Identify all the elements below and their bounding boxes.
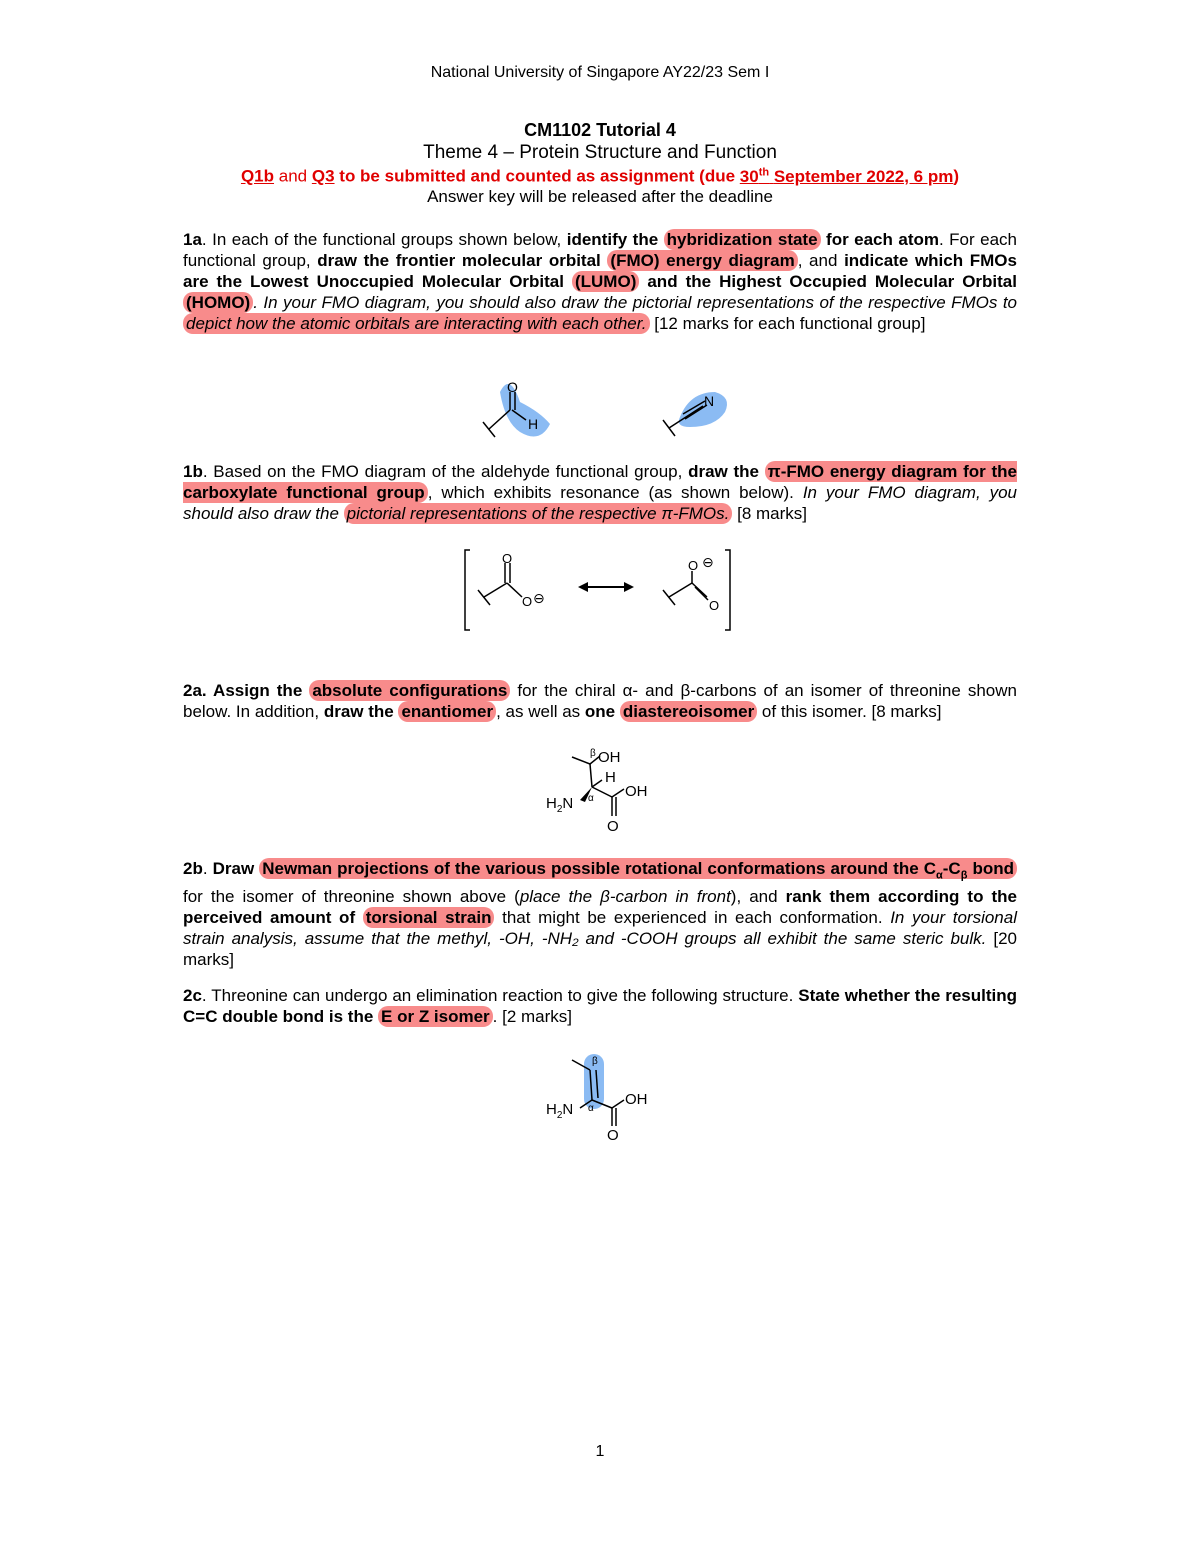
due-notice bbox=[0, 166, 1200, 187]
q2c-number: 2c bbox=[183, 986, 202, 1005]
due-and: and bbox=[278, 166, 308, 186]
q2a-highlight-1: absolute configurations bbox=[309, 680, 510, 701]
q1a-italic-1: . In your FMO diagram, you should also draw the pictorial representations of the respective FMOs to bbox=[253, 293, 1017, 312]
q1a-text-2: . For each functional group, bbox=[183, 230, 1017, 270]
q1a-highlight-4: (HOMO) bbox=[183, 292, 253, 313]
aldehyde-h-label: H bbox=[528, 416, 539, 432]
question-1a bbox=[183, 229, 1017, 334]
q1b-number: 1b bbox=[183, 462, 203, 481]
nitrile-highlight bbox=[679, 392, 727, 427]
threonine-h: H bbox=[605, 769, 616, 786]
product-oh: OH bbox=[625, 1091, 648, 1108]
elimination-product-structure bbox=[540, 1050, 670, 1145]
aldehyde-bond-1 bbox=[489, 410, 510, 429]
q2b-marks: [20 marks] bbox=[183, 929, 1017, 970]
q1a-number: 1a bbox=[183, 230, 202, 249]
threonine-oh-top: OH bbox=[598, 749, 621, 766]
q2c-bold-1: State whether the resulting C=C double bond is the bbox=[183, 986, 1017, 1026]
q1a-bold-1: identify the bbox=[566, 230, 664, 249]
q2b-highlight-2: torsional strain bbox=[363, 907, 495, 928]
q1b-italic-1: In your FMO diagram, you should also draw the bbox=[183, 483, 1018, 523]
q1b-highlight-1: π-FMO energy diagram for the carboxylate functional group bbox=[183, 462, 1017, 502]
q2a-highlight-3: diastereoisomer bbox=[620, 701, 757, 722]
q2c-marks: . [2 marks] bbox=[492, 1007, 573, 1026]
q2b-text-2: for the isomer of threonine shown above ( bbox=[183, 887, 520, 907]
question-2b bbox=[183, 858, 1017, 970]
q2a-bold-2: draw the bbox=[323, 702, 399, 721]
tutorial-title: CM1102 Tutorial 4 bbox=[524, 120, 676, 140]
q2b-italic-1: place the β-carbon in front bbox=[519, 887, 731, 907]
product-alpha-label: α bbox=[588, 1103, 594, 1114]
carboxylate-b-o-top: O bbox=[688, 558, 699, 573]
q1a-bold-2: for each atom bbox=[826, 230, 939, 249]
carboxylate-a-o-top: O bbox=[502, 551, 513, 566]
q2a-marks: of this isomer. [8 marks] bbox=[757, 702, 942, 721]
due-q3: Q3 bbox=[311, 166, 335, 186]
q2a-bold-3: one bbox=[584, 702, 620, 721]
due-day: 30 bbox=[739, 166, 759, 186]
threonine-alpha-label: α bbox=[588, 793, 594, 804]
product-o-carbonyl: O bbox=[607, 1127, 619, 1144]
q1a-text-1: . In each of the functional groups shown below, bbox=[201, 230, 567, 249]
q1a-highlight-2: (FMO) energy diagram bbox=[607, 250, 797, 271]
page-header: National University of Singapore AY22/23 Sem I bbox=[430, 64, 770, 81]
q1a-text-3: , and bbox=[797, 251, 845, 270]
due-date: September 2022, 6 pm bbox=[773, 166, 954, 186]
q1a-marks: [12 marks for each functional group] bbox=[649, 314, 926, 333]
q2b-highlight-1: Newman projections of the various possible rotational conformations around the $C_\alpha-C_\beta$ bond bbox=[259, 858, 1017, 879]
q2b-italic-2: In your torsional strain analysis, assume that the methyl, -OH, -NH₂ and -COOH groups all exhibit the same steric bulk. bbox=[183, 908, 1017, 949]
q2c-text-1: . Threonine can undergo an elimination reaction to give the following structure. bbox=[201, 986, 799, 1005]
page-number: 1 bbox=[595, 1443, 605, 1460]
functional-groups-figure bbox=[470, 372, 740, 444]
due-close: ) bbox=[953, 166, 960, 186]
answer-key-note: Answer key will be released after the deadline bbox=[427, 187, 773, 206]
q1a-bold-3: draw the frontier molecular orbital bbox=[317, 251, 608, 270]
due-text: to be submitted and counted as assignment (due bbox=[339, 166, 736, 186]
theme-subtitle: Theme 4 – Protein Structure and Function bbox=[423, 142, 777, 163]
q1a-bold-5: and the Highest Occupied Molecular Orbital bbox=[639, 272, 1017, 291]
threonine-beta-label: β bbox=[590, 748, 596, 759]
threonine-o-carbonyl: O bbox=[607, 818, 619, 835]
q1a-highlight-1: hybridization state bbox=[664, 229, 821, 250]
q2a-bold-1: . Assign the bbox=[201, 681, 310, 700]
q1b-marks: [8 marks] bbox=[732, 504, 807, 523]
threonine-h2n: $H_2N$ bbox=[546, 795, 574, 815]
question-2c bbox=[183, 985, 1017, 1027]
product-h2n: $H_2N$ bbox=[546, 1101, 574, 1121]
threonine-oh-acid: OH bbox=[625, 783, 648, 800]
q1a-highlight-3: (LUMO) bbox=[572, 271, 639, 292]
q2b-number: 2b bbox=[183, 859, 203, 878]
carboxylate-b-o-right: O bbox=[709, 598, 720, 613]
carboxylate-a-o-right: O bbox=[522, 594, 533, 609]
q1b-bold-1: draw the bbox=[688, 462, 765, 481]
carboxylate-b-charge: ⊖ bbox=[702, 554, 714, 570]
question-1b bbox=[183, 461, 1017, 524]
question-2a bbox=[183, 680, 1017, 722]
q2b-text-3: ), and bbox=[730, 887, 786, 907]
aldehyde-o-label: O bbox=[507, 379, 518, 395]
q1b-text-2: , which exhibits resonance (as shown below). bbox=[427, 483, 803, 502]
q2c-highlight-1: E or Z isomer bbox=[378, 1006, 493, 1027]
due-q1b: Q1b bbox=[240, 166, 275, 186]
q2a-text-2: , as well as bbox=[496, 702, 585, 721]
due-th: th bbox=[758, 166, 770, 178]
threonine-structure bbox=[540, 742, 670, 837]
q2b-text-4: that might be experienced in each conformation. bbox=[494, 908, 891, 928]
q2b-bold-1: Draw bbox=[212, 859, 260, 878]
q2b-bold-2: rank them according to the perceived amount of bbox=[183, 887, 1017, 928]
product-beta-label: β bbox=[592, 1056, 598, 1067]
q1a-highlight-5: depict how the atomic orbitals are interacting with each other. bbox=[183, 313, 650, 334]
carboxylate-a-charge: ⊖ bbox=[533, 590, 545, 606]
q2a-text-1: for the chiral α- and β-carbons of an isomer of threonine shown below. In addition, bbox=[183, 681, 1017, 721]
q2a-highlight-2: enantiomer bbox=[398, 701, 496, 722]
nitrile-n-label: N bbox=[704, 393, 715, 409]
q2b-text-1: . bbox=[202, 859, 213, 878]
q1b-text-1: . Based on the FMO diagram of the aldehyde functional group, bbox=[202, 462, 689, 481]
q1a-bold-4: indicate which FMOs are the Lowest Unoccupied Molecular Orbital bbox=[183, 251, 1017, 291]
carboxylate-resonance-figure bbox=[460, 545, 740, 635]
q2a-number: 2a bbox=[183, 681, 202, 700]
q1b-highlight-2: pictorial representations of the respective π-FMOs. bbox=[344, 503, 733, 524]
